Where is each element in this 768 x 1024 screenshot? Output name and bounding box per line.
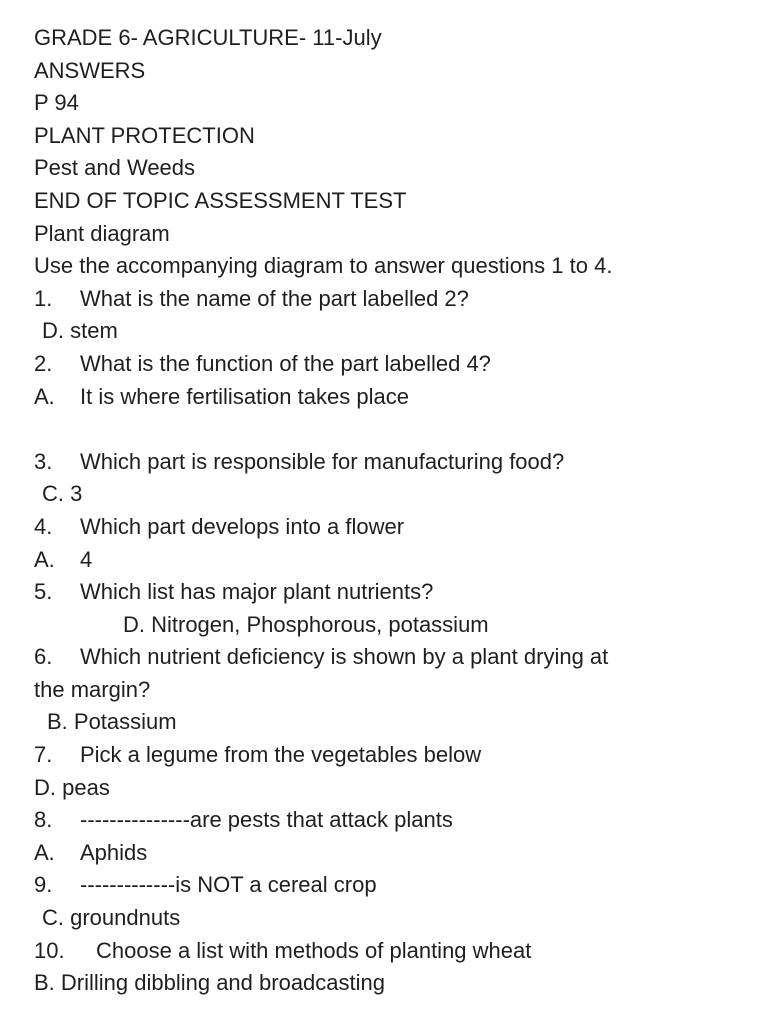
question-text: -------------is NOT a cereal crop: [80, 872, 377, 898]
question-number: 4.: [34, 513, 53, 539]
answer-letter: A.: [34, 383, 55, 409]
answer-3: C. 3: [42, 481, 83, 507]
doc-title: GRADE 6- AGRICULTURE- 11-July: [34, 25, 382, 50]
test-heading: END OF TOPIC ASSESSMENT TEST: [34, 187, 407, 213]
question-1: [34, 283, 734, 316]
answer-1: D. stem: [42, 318, 118, 344]
question-5: [34, 576, 734, 609]
question-number: 5.: [34, 579, 53, 605]
blank-line: [34, 413, 734, 446]
question-3: [34, 446, 734, 479]
topic-heading: PLANT PROTECTION: [34, 122, 255, 148]
answer-letter: A.: [34, 839, 55, 865]
answer-10: B. Drilling dibbling and broadcasting: [34, 970, 385, 996]
subtopic-heading: Pest and Weeds: [34, 155, 196, 181]
answer-letter: A.: [34, 546, 55, 572]
question-text: What is the name of the part labelled 2?: [80, 285, 469, 311]
answer-2: [34, 381, 734, 414]
answer-text: 4: [80, 546, 93, 572]
question-text: Which nutrient deficiency is shown by a plant drying at: [80, 644, 609, 670]
document: [34, 22, 734, 1000]
answer-6: B. Potassium: [47, 709, 177, 735]
diagram-label: Plant diagram: [34, 220, 170, 246]
page-reference: P 94: [34, 90, 79, 116]
doc-subtitle-answers: ANSWERS: [34, 57, 146, 83]
question-number: 7.: [34, 742, 53, 768]
question-9: [34, 869, 734, 902]
answer-7: D. peas: [34, 774, 110, 800]
question-2: [34, 348, 734, 381]
answer-text: Aphids: [80, 839, 148, 865]
question-7: [34, 739, 734, 772]
answer-4: [34, 544, 734, 577]
answer-9: C. groundnuts: [42, 905, 181, 931]
question-10: [34, 935, 734, 968]
question-text: Pick a legume from the vegetables below: [80, 742, 482, 768]
question-number: 1.: [34, 285, 53, 311]
question-number: 9.: [34, 872, 53, 898]
question-number: 10.: [34, 937, 65, 963]
instruction-text: Use the accompanying diagram to answer questions 1 to 4.: [34, 253, 613, 279]
question-6: [34, 641, 734, 674]
question-number: 6.: [34, 644, 53, 670]
answer-8: [34, 837, 734, 870]
question-text: ---------------are pests that attack plants: [80, 807, 453, 833]
question-number: 8.: [34, 807, 53, 833]
question-text: What is the function of the part labelled 4?: [80, 350, 491, 376]
question-number: 3.: [34, 448, 53, 474]
question-number: 2.: [34, 350, 53, 376]
question-8: [34, 804, 734, 837]
question-text: Choose a list with methods of planting wheat: [96, 937, 532, 963]
question-text: Which part is responsible for manufacturing food?: [80, 448, 565, 474]
answer-text: It is where fertilisation takes place: [80, 383, 409, 409]
question-6-continued: the margin?: [34, 676, 151, 702]
question-text: Which part develops into a flower: [80, 513, 405, 539]
question-4: [34, 511, 734, 544]
question-text: Which list has major plant nutrients?: [80, 579, 434, 605]
answer-5: D. Nitrogen, Phosphorous, potassium: [123, 611, 489, 637]
